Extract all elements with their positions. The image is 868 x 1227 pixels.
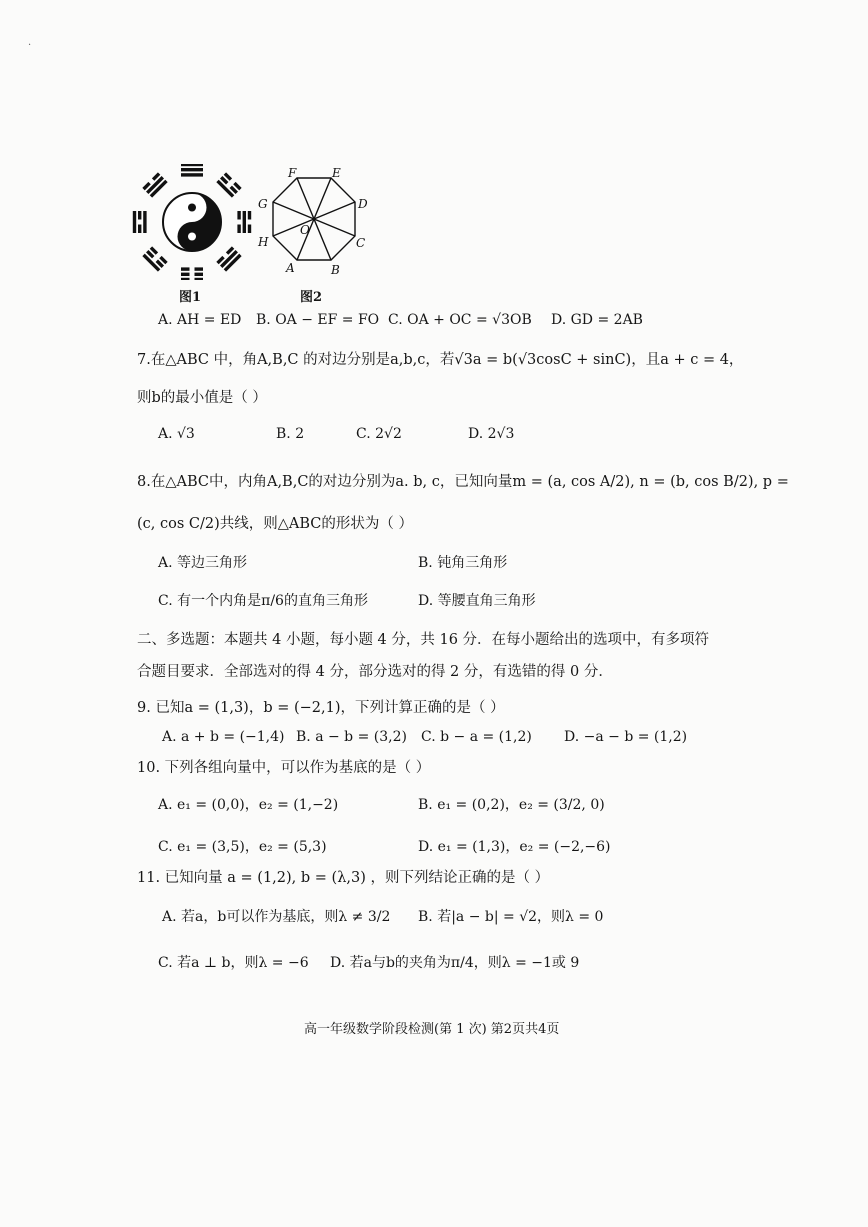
q8-option-c: C. 有一个内角是π/6的直角三角形 xyxy=(158,593,368,609)
q8-stem-line1: 8.在△ABC中，内角A,B,C的对边分别为a. b, c，已知向量m = (a, cos A/2), n = (b, cos B/2), p = xyxy=(137,474,789,490)
trigram-3 xyxy=(133,211,147,233)
vertex-label-B: B xyxy=(331,263,340,277)
trigram-7 xyxy=(216,172,241,197)
q7-option-a: A. √3 xyxy=(158,426,195,442)
q8-stem-line2: (c, cos C/2)共线，则△ABC的形状为（ ） xyxy=(137,516,414,532)
q6-option-a: A. AH = ED xyxy=(158,312,242,328)
q9-option-a: A. a + b = (−1,4) xyxy=(162,729,285,745)
vertex-label-E: E xyxy=(332,166,341,180)
q6-option-d: D. GD = 2AB xyxy=(551,312,643,328)
q10-option-b: B. e₁ = (0,2)，e₂ = (3/2, 0) xyxy=(418,797,605,813)
q7-option-c: C. 2√2 xyxy=(356,426,402,442)
q9-stem: 9. 已知a = (1,3)，b = (−2,1)，下列计算正确的是（ ） xyxy=(137,700,505,716)
q10-stem: 10. 下列各组向量中，可以作为基底的是（ ） xyxy=(137,760,431,776)
center-label-O: O xyxy=(300,223,310,237)
q7-option-d: D. 2√3 xyxy=(468,426,515,442)
trigram-4 xyxy=(237,211,251,233)
q9-option-d: D. −a − b = (1,2) xyxy=(564,729,688,745)
vertex-label-H: H xyxy=(258,235,269,249)
q6-option-b: B. OA − EF = FO xyxy=(256,312,380,328)
q10-option-a: A. e₁ = (0,0)，e₂ = (1,−2) xyxy=(158,797,339,813)
figure-2-caption: 图2 xyxy=(300,290,323,305)
q8-option-a: A. 等边三角形 xyxy=(158,555,248,571)
scan-speck: · xyxy=(28,40,32,51)
figure-1-bagua xyxy=(128,164,256,280)
section-2-heading-line2: 合题目要求．全部选对的得 4 分，部分选对的得 2 分，有选错的得 0 分． xyxy=(137,664,613,680)
trigram-1 xyxy=(181,164,203,177)
q6-option-c: C. OA + OC = √3OB xyxy=(388,312,532,328)
trigram-8 xyxy=(142,246,167,271)
q10-option-c: C. e₁ = (3,5)，e₂ = (5,3) xyxy=(158,839,327,855)
q10-option-d: D. e₁ = (1,3)，e₂ = (−2,−6) xyxy=(418,839,611,855)
figure-1-caption: 图1 xyxy=(179,290,202,305)
vertex-label-D: D xyxy=(358,197,368,211)
q9-option-b: B. a − b = (3,2) xyxy=(296,729,407,745)
q7-stem-line1: 7.在△ABC 中，角A,B,C 的对边分别是a,b,c，若√3a = b(√3cosC + sinC)，且a + c = 4， xyxy=(137,352,744,368)
q11-option-a: A. 若a，b可以作为基底，则λ ≠ 3/2 xyxy=(162,909,391,925)
trigram-6 xyxy=(216,246,241,271)
q7-stem-line2: 则b的最小值是（ ） xyxy=(137,390,267,406)
q9-option-c: C. b − a = (1,2) xyxy=(421,729,532,745)
vertex-label-A: A xyxy=(286,261,295,275)
yin-yang-symbol xyxy=(163,193,221,251)
vertex-label-G: G xyxy=(258,197,268,211)
trigram-5 xyxy=(142,172,167,197)
q8-option-b: B. 钝角三角形 xyxy=(418,555,508,571)
q8-option-d: D. 等腰直角三角形 xyxy=(418,593,536,609)
figure-2-octagon xyxy=(252,164,374,282)
page-footer: 高一年级数学阶段检测(第 1 次) 第2页共4页 xyxy=(304,1022,560,1037)
trigram-2 xyxy=(181,267,203,280)
vertex-label-F: F xyxy=(288,166,297,180)
q11-option-d: D. 若a与b的夹角为π/4，则λ = −1或 9 xyxy=(330,955,580,971)
q11-stem: 11. 已知向量 a = (1,2), b = (λ,3) ，则下列结论正确的是（ ） xyxy=(137,870,550,886)
q7-option-b: B. 2 xyxy=(276,426,305,442)
q11-option-c: C. 若a ⊥ b，则λ = −6 xyxy=(158,955,309,971)
q11-option-b: B. 若|a − b| = √2，则λ = 0 xyxy=(418,909,604,925)
section-2-heading-line1: 二、多选题：本题共 4 小题，每小题 4 分，共 16 分．在每小题给出的选项中，有多项符 xyxy=(137,632,710,648)
vertex-label-C: C xyxy=(356,236,366,250)
